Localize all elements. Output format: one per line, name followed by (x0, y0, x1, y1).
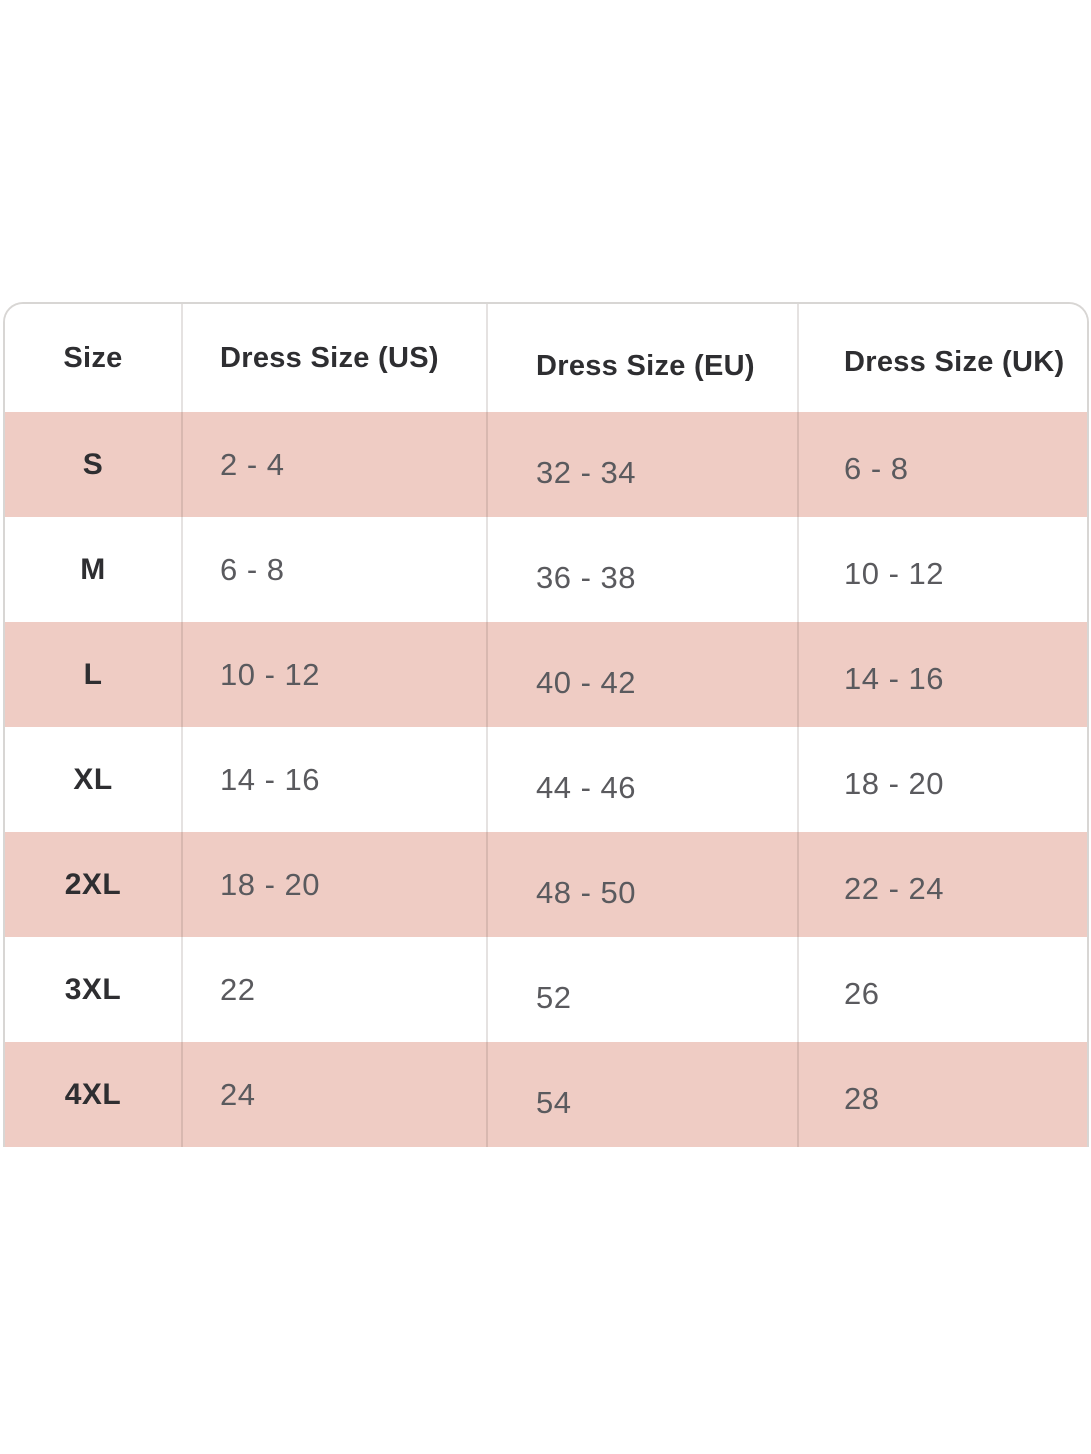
dress-size-us-cell: 14 - 16 (181, 727, 486, 832)
size-cell: M (80, 552, 106, 586)
column-header-size: Size (63, 341, 123, 374)
dress-size-uk-cell: 22 - 24 (797, 832, 1087, 937)
dress-size-us-cell: 22 (181, 937, 486, 1042)
table-header-row (5, 304, 1087, 412)
dress-size-us-cell: 18 - 20 (181, 832, 486, 937)
dress-size-eu-cell: 48 - 50 (486, 832, 797, 937)
dress-size-eu-cell: 54 (486, 1042, 797, 1147)
dress-size-us-cell: 6 - 8 (181, 517, 486, 622)
dress-size-us-cell: 10 - 12 (181, 622, 486, 727)
dress-size-uk-cell: 26 (797, 937, 1087, 1042)
size-cell: XL (73, 762, 113, 796)
dress-size-uk-cell: 28 (797, 1042, 1087, 1147)
dress-size-us-cell: 2 - 4 (181, 412, 486, 517)
dress-size-eu-cell: 52 (486, 937, 797, 1042)
dress-size-eu-cell: 44 - 46 (486, 727, 797, 832)
column-header-dress-size-eu: Dress Size (EU) (486, 304, 797, 412)
table-row (5, 727, 1087, 832)
size-cell: 3XL (64, 972, 122, 1006)
dress-size-uk-cell: 10 - 12 (797, 517, 1087, 622)
table-row (5, 622, 1087, 727)
dress-size-eu-cell: 40 - 42 (486, 622, 797, 727)
size-chart-table (3, 302, 1089, 1147)
column-header-dress-size-uk: Dress Size (UK) (797, 304, 1087, 412)
dress-size-eu-cell: 32 - 34 (486, 412, 797, 517)
size-cell: 2XL (64, 867, 122, 901)
size-cell: 4XL (64, 1077, 122, 1111)
column-header-dress-size-us: Dress Size (US) (181, 304, 486, 412)
size-cell: L (83, 657, 103, 691)
table-row (5, 1042, 1087, 1147)
table-row (5, 412, 1087, 517)
table-body (5, 412, 1087, 1147)
table-row (5, 517, 1087, 622)
dress-size-uk-cell: 6 - 8 (797, 412, 1087, 517)
table-row (5, 937, 1087, 1042)
dress-size-uk-cell: 14 - 16 (797, 622, 1087, 727)
dress-size-us-cell: 24 (181, 1042, 486, 1147)
size-cell: S (82, 447, 104, 481)
table-row (5, 832, 1087, 937)
dress-size-eu-cell: 36 - 38 (486, 517, 797, 622)
dress-size-uk-cell: 18 - 20 (797, 727, 1087, 832)
